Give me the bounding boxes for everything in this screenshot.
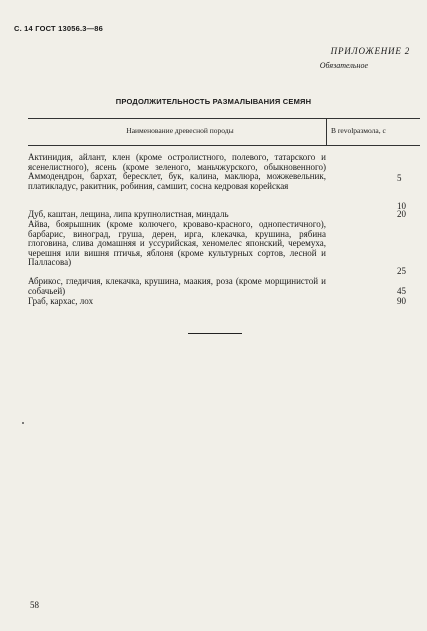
duration-cell: 5 (397, 173, 402, 184)
table-header-rule (28, 145, 420, 146)
species-cell: Граб, кархас, лох (28, 296, 94, 306)
document-title: ПРОДОЛЖИТЕЛЬНОСТЬ РАЗМАЛЫВАНИЯ СЕМЯН (115, 97, 312, 106)
appendix-label: ПРИЛОЖЕНИЕ 2 (330, 46, 410, 56)
species-cell: Айва, боярышник (кроме колючего, кроваво-красного, однопестичного), барбарис, виноград, груша, дерен, ирга, клекачка, крушина, рябина глоговина, слива домашняя и уссурийская, хеномелес японский, черемуха, черешня или вишня птичья, яблоня (кроме культурных сортов, лесной и Палласова) (28, 219, 326, 268)
running-head: С. 14 ГОСТ 13056.3—86 (14, 24, 104, 33)
table-row (28, 277, 420, 297)
species-cell: Абрикос, гледичия, клекачка, крушина, маакия, роза (кроме морщинистой и собачьей) (28, 276, 326, 296)
species-cell: Актинидия, айлант, клен (кроме остролистного, полевого, татарского и ясенелистного), ясень (кроме зеленого, маньчжурского, обыкновенного) Аммодендрон, бархат, бересклет, бук, калина, маклюра, можжевельник, платикладус, ракитник, робиния, самшит, сосна кедровая корейская (28, 152, 326, 191)
column-header-species: Наименование древесной породы (126, 126, 234, 135)
page-number: 58 (30, 600, 39, 610)
species-cell: Дуб, каштан, лещина, липа крупнолистная, миндаль (28, 209, 229, 219)
margin-mark (22, 422, 24, 424)
table-column-divider (326, 118, 327, 146)
column-header-duration: В revolразмола, с (331, 126, 386, 135)
table-row (28, 220, 420, 277)
duration-cell: 45 (397, 286, 406, 297)
table-row (28, 297, 420, 307)
appendix-type: Обязательное (319, 61, 368, 70)
duration-cell: 20 (397, 209, 406, 220)
end-divider (188, 333, 242, 334)
duration-cell: 90 (397, 296, 406, 307)
table-top-rule (28, 118, 420, 119)
table-row (28, 153, 420, 210)
table-body (28, 153, 420, 307)
duration-cell: 10 (397, 201, 406, 212)
duration-cell: 25 (397, 266, 406, 277)
